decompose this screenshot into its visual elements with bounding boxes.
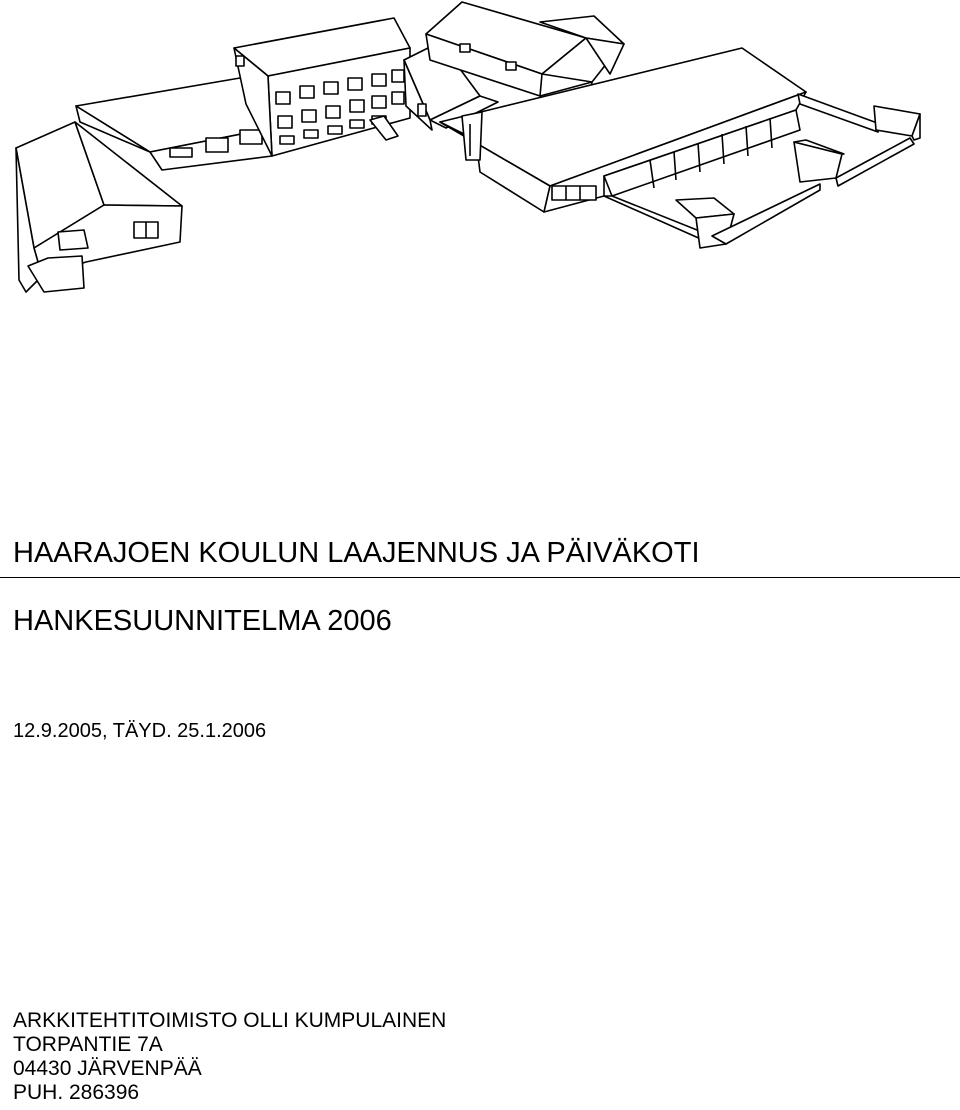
title-underline — [0, 577, 960, 578]
office-street: TORPANTIE 7A — [13, 1033, 163, 1056]
school-building-illustration — [0, 0, 960, 300]
office-name: ARKKITEHTITOIMISTO OLLI KUMPULAINEN — [13, 1009, 447, 1032]
architect-office-block — [13, 1009, 446, 1105]
office-city: 04430 JÄRVENPÄÄ — [13, 1057, 202, 1080]
entrance-canopy — [462, 112, 482, 160]
document-date: 12.9.2005, TÄYD. 25.1.2006 — [13, 720, 267, 742]
document-title: HAARAJOEN KOULUN LAAJENNUS JA PÄIVÄKOTI — [13, 537, 700, 569]
office-phone: PUH. 286396 — [13, 1081, 140, 1104]
document-subtitle: HANKESUUNNITELMA 2006 — [13, 605, 392, 637]
